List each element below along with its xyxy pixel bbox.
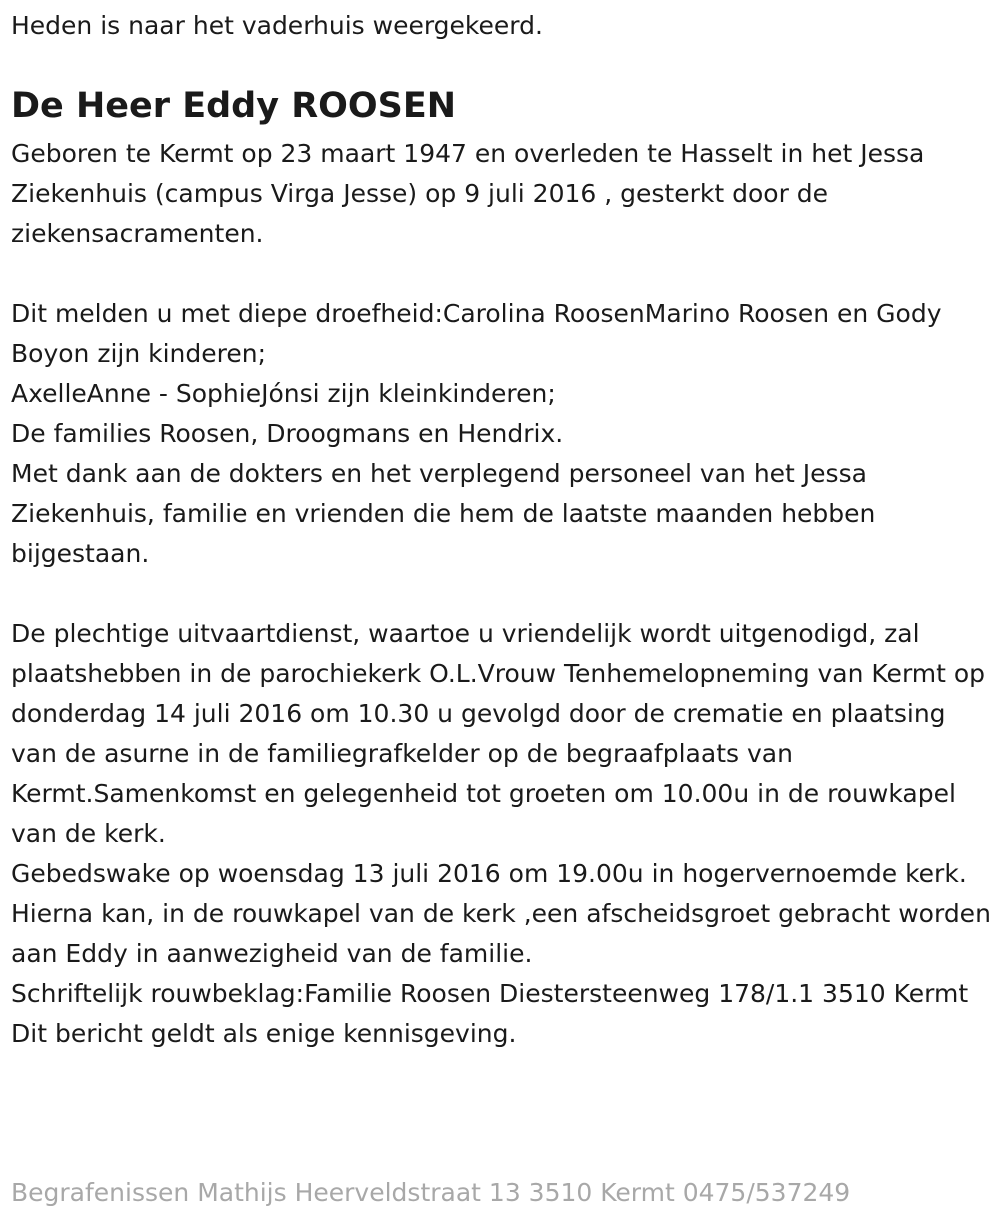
farewell-paragraph: Hierna kan, in de rouwkapel van de kerk ,een afscheidsgroet gebracht worden aan Eddy in aanwezigheid van de familie. — [11, 899, 991, 968]
paragraph-gap — [11, 254, 996, 294]
funeral-home-footer: Begrafenissen Mathijs Heerveldstraat 13 3510 Kermt 0475/537249 — [11, 1178, 851, 1207]
vigil-paragraph: Gebedswake op woensdag 13 juli 2016 om 19.00u in hogervernoemde kerk. — [11, 859, 967, 888]
paragraph-gap — [11, 574, 996, 614]
announcement-line: Dit melden u met diepe droefheid:Carolina RoosenMarino Roosen en Gody Boyon zijn kinderen; — [11, 299, 942, 368]
closing-line: Dit bericht geldt als enige kennisgeving. — [11, 1019, 517, 1048]
birth-death-paragraph: Geboren te Kermt op 23 maart 1947 en overleden te Hasselt in het Jessa Ziekenhuis (campus Virga Jesse) op 9 juli 2016 , gesterkt door de ziekensacramenten. — [11, 139, 925, 248]
service-paragraph: De plechtige uitvaartdienst, waartoe u vriendelijk wordt uitgenodigd, zal plaatshebben in de parochiekerk O.L.Vrouw Tenhemelopneming van Kermt op donderdag 14 juli 2016 om 10.30 u gevolgd door de crematie en plaatsing van de asurne in de familiegrafkelder op de begraafplaats van Kermt.Samenkomst en gelegenheid tot groeten om 10.00u in de rouwkapel van de kerk. — [11, 619, 986, 848]
deceased-name: De Heer Eddy ROOSEN — [11, 86, 457, 126]
grandchildren-line: AxelleAnne - SophieJónsi zijn kleinkinderen; — [11, 379, 556, 408]
condolences-paragraph: Schriftelijk rouwbeklag:Familie Roosen Diestersteenweg 178/1.1 3510 Kermt — [11, 979, 969, 1008]
thanks-paragraph: Met dank aan de dokters en het verplegend personeel van het Jessa Ziekenhuis, familie en vrienden die hem de laatste maanden hebben bijgestaan. — [11, 459, 876, 568]
families-line: De families Roosen, Droogmans en Hendrix. — [11, 419, 564, 448]
intro-line: Heden is naar het vaderhuis weergekeerd. — [11, 11, 543, 40]
obituary-body — [11, 134, 996, 1054]
